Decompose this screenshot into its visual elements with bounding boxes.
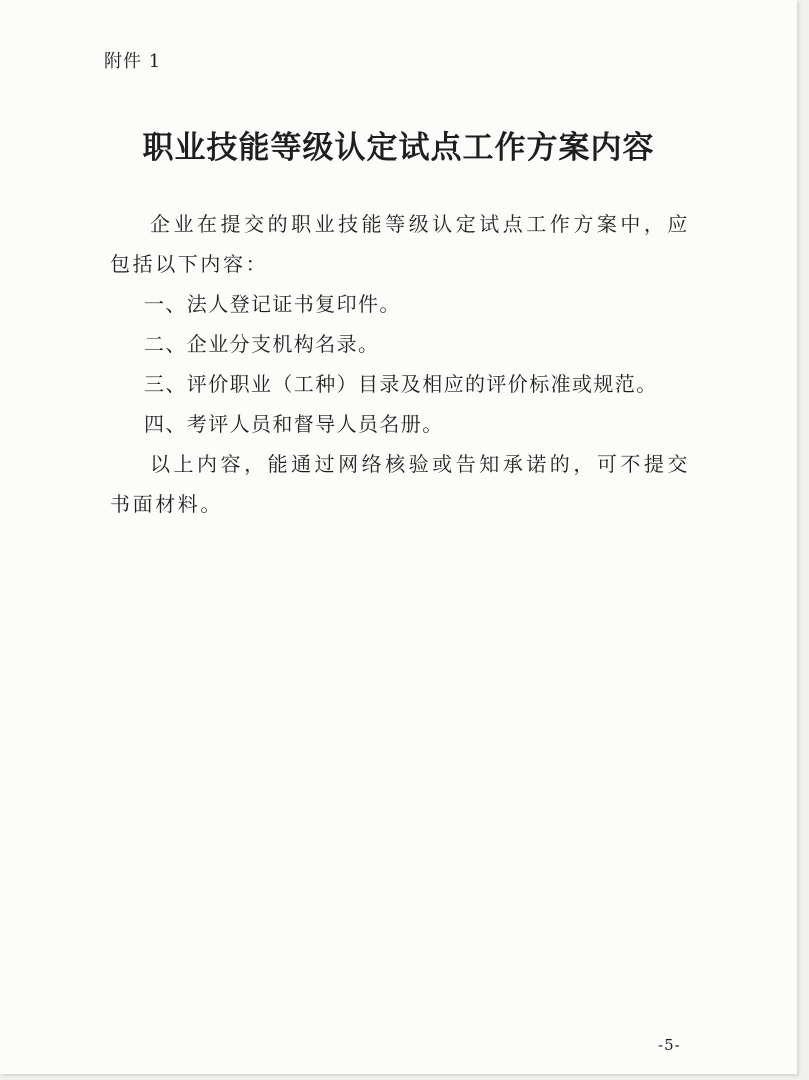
list-item: 四、考评人员和督导人员名册。 bbox=[144, 412, 444, 436]
attachment-label: 附件 1 bbox=[104, 51, 162, 72]
list-item: 三、评价职业（工种）目录及相应的评价标准或规范。 bbox=[144, 372, 658, 396]
page-number: -5- bbox=[658, 1036, 681, 1054]
page-title: 职业技能等级认定试点工作方案内容 bbox=[142, 130, 655, 166]
intro-paragraph: 企业在提交的职业技能等级认定试点工作方案中，应包括以下内容： bbox=[110, 212, 690, 276]
list-item: 二、企业分支机构名录。 bbox=[144, 332, 380, 356]
document-body bbox=[110, 204, 690, 524]
list-item: 一、法人登记证书复印件。 bbox=[144, 292, 401, 316]
closing-paragraph: 以上内容，能通过网络核验或告知承诺的，可不提交书面材料。 bbox=[110, 452, 690, 516]
